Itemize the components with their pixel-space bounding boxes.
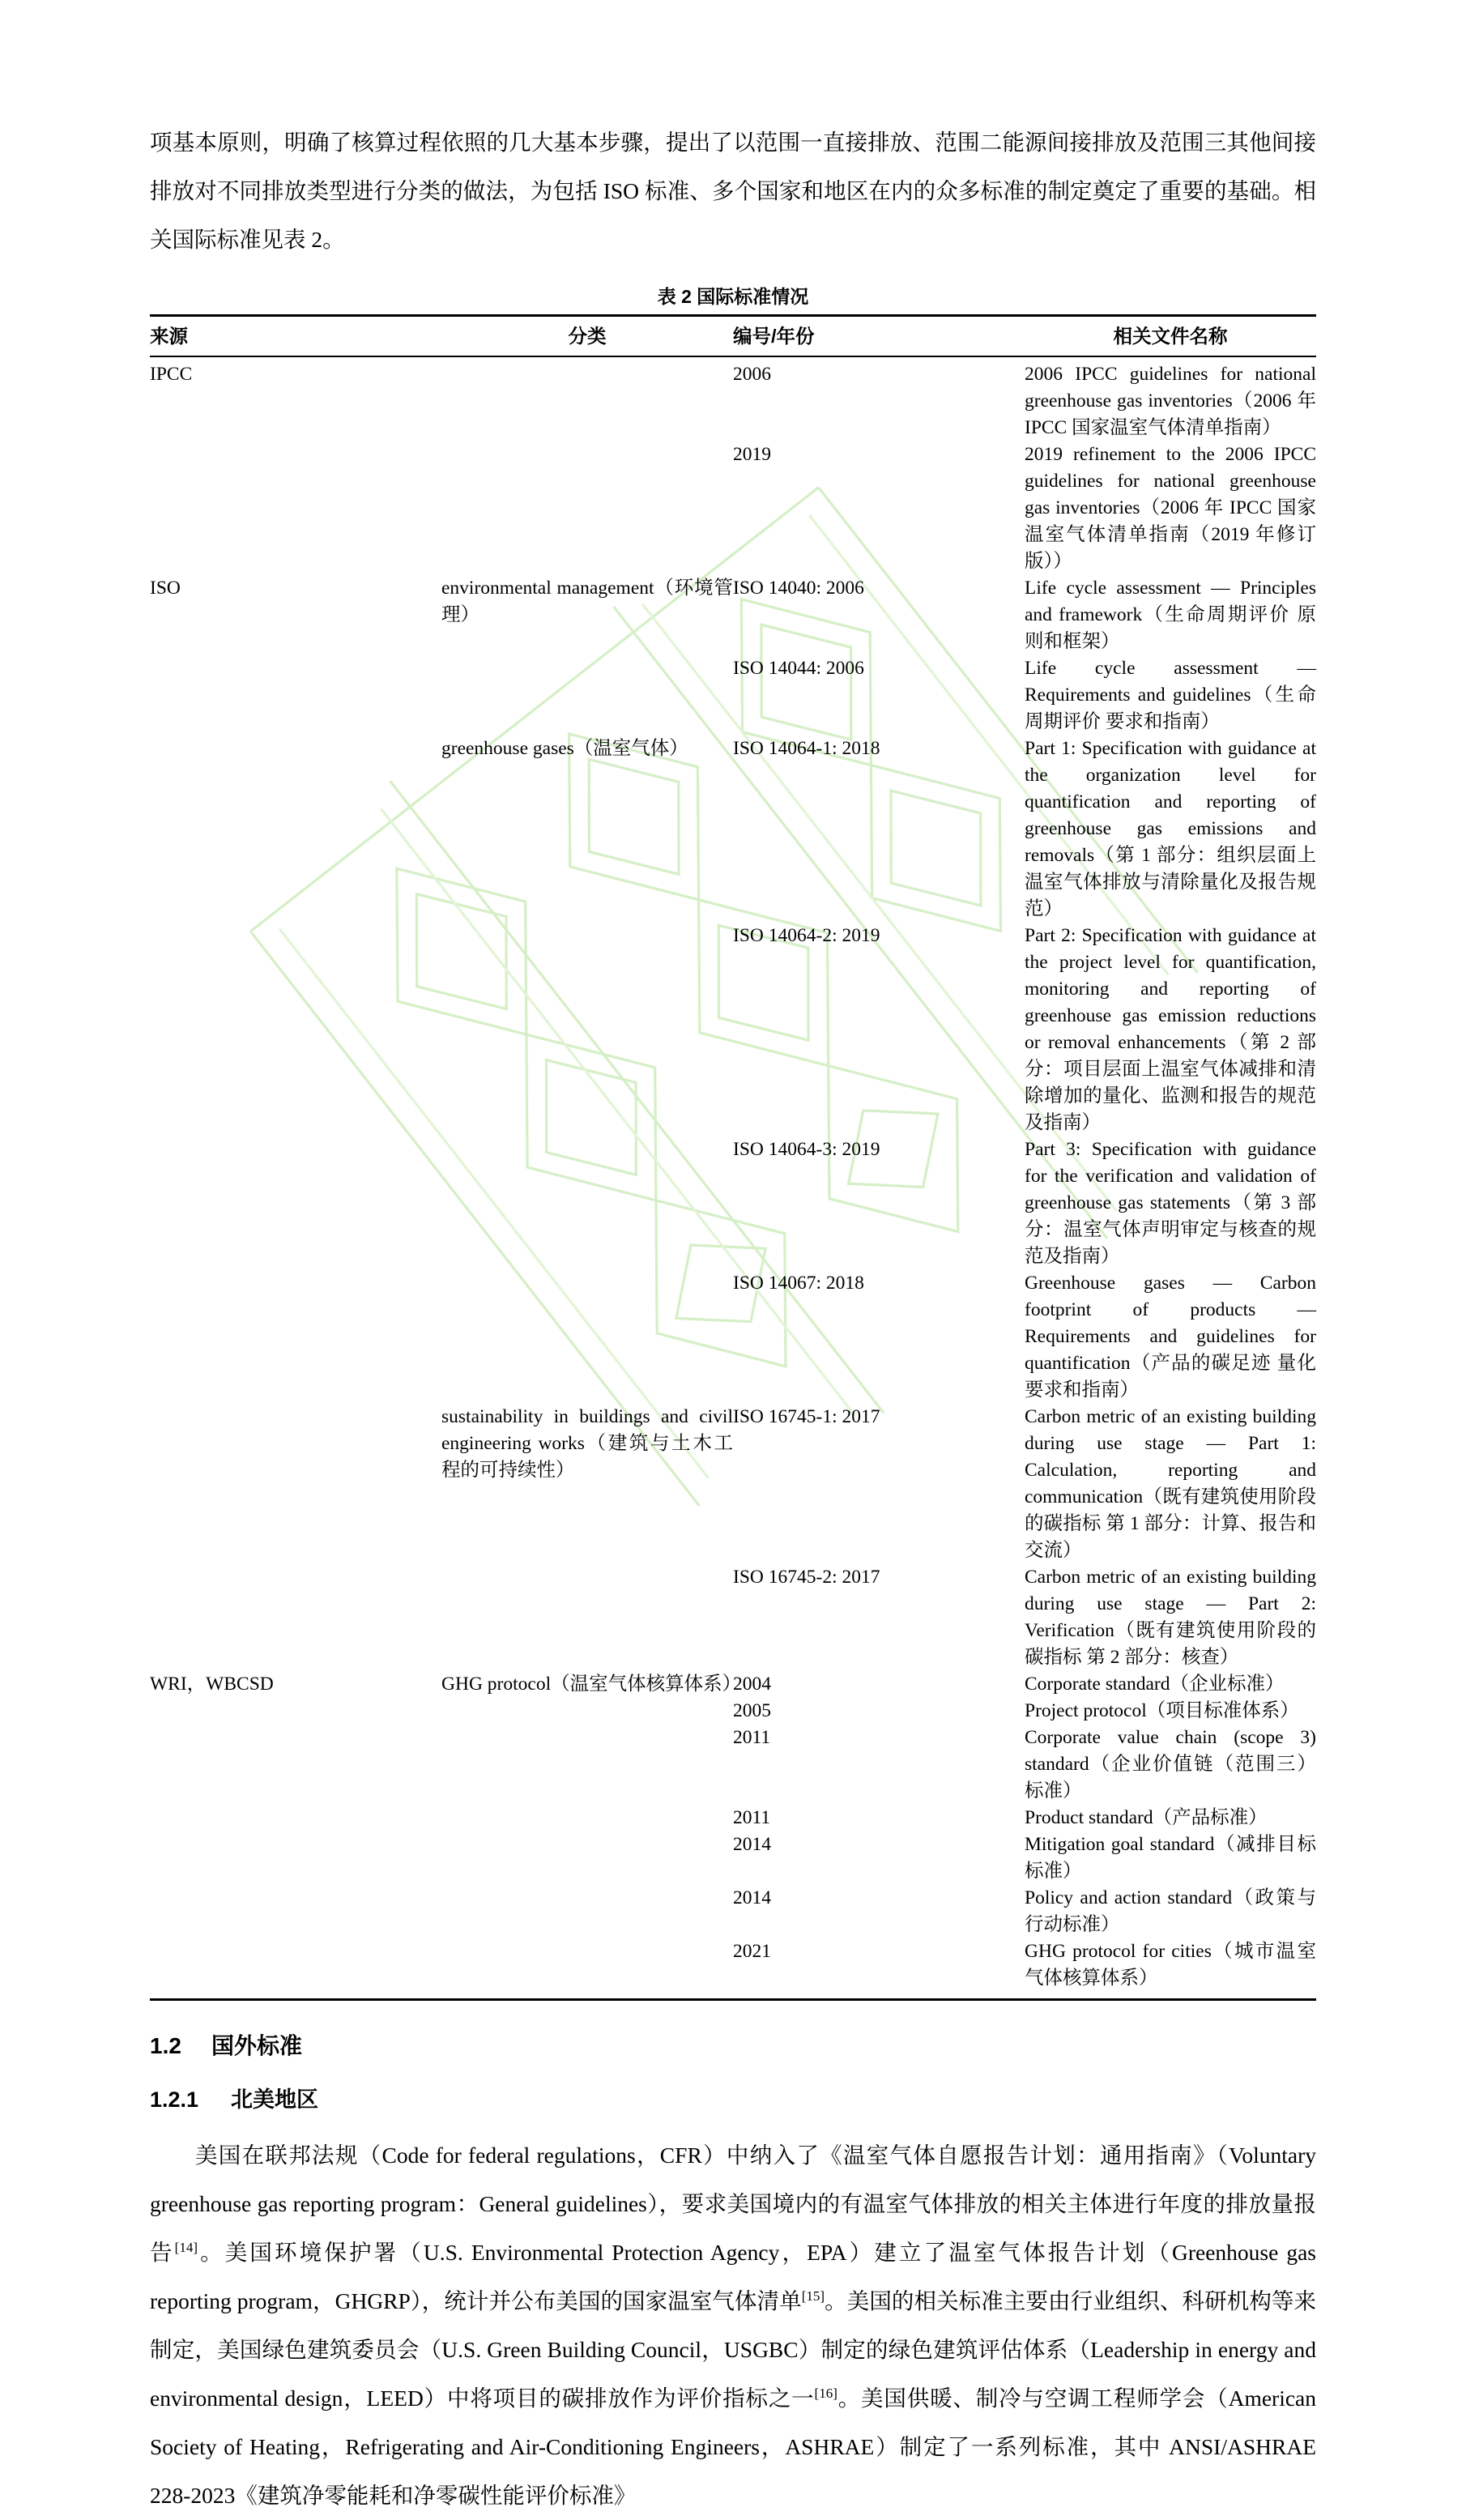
cell-category — [441, 655, 733, 736]
post-table-spacer — [150, 2001, 1316, 2028]
table-row — [150, 1725, 1316, 1805]
cell-category — [441, 1698, 733, 1725]
cell-source — [150, 1404, 441, 1564]
cell-docname: Policy and action standard（政策与行动标准） — [1025, 1887, 1316, 1935]
table-row — [150, 356, 1316, 441]
table-head — [150, 316, 1316, 357]
cell-number: ISO 14064-2: 2019 — [733, 925, 880, 946]
table-row — [150, 1136, 1316, 1270]
cell-category — [441, 1885, 733, 1938]
table-row — [150, 1831, 1316, 1885]
cell-category — [441, 1725, 733, 1805]
cell-source — [150, 923, 441, 1136]
cell-source — [150, 1725, 441, 1805]
table-row — [150, 1270, 1316, 1404]
cell-source — [150, 655, 441, 736]
cell-category — [441, 1938, 733, 1998]
cell-number: 2006 — [733, 364, 771, 385]
cell-source: ISO — [150, 578, 181, 599]
cell-category — [441, 441, 733, 575]
cell-number: 2011 — [733, 1807, 771, 1828]
heading-number: 1.2.1 — [150, 2087, 199, 2112]
body-text-part-3: 。美国的相关标准主要由行业组织、科研机构等来制定，美国绿色建筑委员会（U.S. Green Building Council，USGBC）制定的绿色建筑评估体系（Leadership in energy and environmental design，LEED）中将项目的碳排放作为评价指标之一 — [150, 2288, 1316, 2411]
cell-docname: Part 1: Specification with guidance at the organization level for quantification and reporting of greenhouse gas emissions and removals（第 1 部分：组织层面上温室气体排放与清除量化及报告规范） — [1025, 738, 1316, 919]
cell-docname: Mitigation goal standard（减排目标标准） — [1025, 1834, 1316, 1882]
heading-title: 国外标准 — [211, 2033, 303, 2058]
heading-number: 1.2 — [150, 2033, 181, 2058]
heading-gap-2 — [150, 2113, 1316, 2131]
cell-category: GHG protocol（温室气体核算体系） — [441, 1674, 742, 1695]
cell-docname: Corporate standard（企业标准） — [1025, 1674, 1285, 1695]
column-header-category: 分类 — [441, 316, 733, 357]
cell-docname: Part 2: Specification with guidance at the project level for quantification, monitoring and reporting of greenhouse gas emission reductions or removal enhancements（第 2 部分：项目层面上温室气体减排和清除增加的量化、监测和报告的规范及指南） — [1025, 925, 1316, 1133]
cell-category — [441, 1270, 733, 1404]
cell-category: greenhouse gases（温室气体） — [441, 738, 688, 759]
cell-category: sustainability in buildings and civil engineering works（建筑与土木工程的可持续性） — [441, 1406, 733, 1481]
table-row — [150, 736, 1316, 923]
citation-15: [15] — [801, 2288, 825, 2304]
cell-source — [150, 1270, 441, 1404]
cell-number: ISO 14064-1: 2018 — [733, 738, 880, 759]
cell-source — [150, 1564, 441, 1671]
cell-category — [441, 356, 733, 441]
table-row — [150, 1885, 1316, 1938]
cell-docname: Corporate value chain (scope 3) standard（企业价值链（范围三）标准） — [1025, 1727, 1316, 1802]
cell-number: 2021 — [733, 1941, 771, 1962]
pre-caption-spacer — [150, 264, 1316, 282]
cell-number: ISO 14064-3: 2019 — [733, 1139, 880, 1160]
cell-docname: Carbon metric of an existing building during use stage — Part 1: Calculation, reporting and communication（既有建筑使用阶段的碳指标 第 1 部分：计算、报告和交流） — [1025, 1406, 1316, 1561]
table-row — [150, 923, 1316, 1136]
cell-category — [441, 1805, 733, 1831]
cell-number: ISO 16745-2: 2017 — [733, 1567, 880, 1588]
cell-number: 2019 — [733, 444, 771, 465]
cell-category: environmental management（环境管理） — [441, 578, 733, 625]
cell-number: 2011 — [733, 1727, 771, 1748]
international-standards-table — [150, 314, 1316, 1998]
top-spacer-2 — [150, 32, 1316, 65]
cell-source — [150, 441, 441, 575]
cell-source — [150, 1831, 441, 1885]
cell-category — [441, 923, 733, 1136]
table-row — [150, 1805, 1316, 1831]
table-row — [150, 1404, 1316, 1564]
cell-category — [441, 1831, 733, 1885]
body-text-part-2: 。美国环境保护署（U.S. Environmental Protection Agency，EPA）建立了温室气体报告计划（Greenhouse gas reporting program，GHGRP），统计并公布美国的国家温室气体清单 — [150, 2240, 1317, 2313]
body-text-part-4: 。美国供暖、制冷与空调工程师学会（American Society of Heating，Refrigerating and Air-Conditioning Engineers，ASHRAE）制定了一系列标准，其中 ANSI/ASHRAE 228-2023《建筑净零能耗和净零碳性能评价标准》 — [150, 2386, 1316, 2508]
table-row — [150, 655, 1316, 736]
table-body — [150, 356, 1316, 1998]
table-row — [150, 1671, 1316, 1698]
top-spacer — [150, 0, 1316, 32]
cell-source — [150, 1698, 441, 1725]
cell-docname: Project protocol（项目标准体系） — [1025, 1700, 1299, 1721]
body-text-part-1: 美国在联邦法规（Code for federal regulations，CFR）中纳入了《温室气体自愿报告计划：通用指南》（Voluntary greenhouse gas reporting program：General guidelines），要求美国境内的有温室气体排放的相关主体进行年度的排放量报告 — [150, 2143, 1316, 2265]
column-header-docname: 相关文件名称 — [1025, 316, 1316, 357]
cell-docname: Carbon metric of an existing building during use stage — Part 2: Verification（既有建筑使用阶段的碳指标 第 2 部分：核查） — [1025, 1567, 1316, 1668]
column-header-source: 来源 — [150, 316, 441, 357]
cell-docname: GHG protocol for cities（城市温室气体核算体系） — [1025, 1941, 1316, 1989]
citation-16: [16] — [814, 2385, 837, 2401]
cell-docname: Product standard（产品标准） — [1025, 1807, 1268, 1828]
cell-source — [150, 1938, 441, 1998]
table-header-row — [150, 316, 1316, 357]
cell-number: 2005 — [733, 1700, 771, 1721]
cell-number: 2014 — [733, 1887, 771, 1908]
cell-docname: 2019 refinement to the 2006 IPCC guidelines for national greenhouse gas inventories（2006 年 IPCC 国家温室气体清单指南（2019 年修订版）） — [1025, 444, 1316, 572]
cell-source — [150, 1805, 441, 1831]
intro-paragraph: 项基本原则，明确了核算过程依照的几大基本步骤，提出了以范围一直接排放、范围二能源间接排放及范围三其他间接排放对不同排放类型进行分类的做法，为包括 ISO 标准、多个国家和地区在内的众多标准的制定奠定了重要的基础。相关国际标准见表 2。 — [150, 130, 1316, 252]
table-row — [150, 1698, 1316, 1725]
page-content — [150, 0, 1316, 2520]
cell-docname: Life cycle assessment — Principles and framework（生命周期评价 原则和框架） — [1025, 578, 1316, 652]
table-row — [150, 1564, 1316, 1671]
column-header-number: 编号/年份 — [733, 316, 1025, 357]
cell-category — [441, 1564, 733, 1671]
table-row — [150, 575, 1316, 655]
cell-number: ISO 14044: 2006 — [733, 658, 864, 679]
table-caption: 表 2 国际标准情况 — [657, 286, 809, 307]
citation-14: [14] — [174, 2239, 198, 2255]
cell-docname: 2006 IPCC guidelines for national greenhouse gas inventories（2006 年 IPCC 国家温室气体清单指南） — [1025, 364, 1316, 438]
cell-source — [150, 1885, 441, 1938]
heading-section-1-2 — [150, 2028, 1316, 2061]
table-row — [150, 1938, 1316, 1998]
cell-source — [150, 736, 441, 923]
cell-number: ISO 16745-1: 2017 — [733, 1406, 880, 1427]
heading-section-1-2-1 — [150, 2082, 1316, 2113]
cell-category — [441, 1136, 733, 1270]
heading-gap-1 — [150, 2061, 1316, 2082]
top-spacer-3 — [150, 65, 1316, 118]
cell-source: IPCC — [150, 364, 193, 385]
cell-docname: Greenhouse gases — Carbon footprint of products — Requirements and guidelines for quantification（产品的碳足迹 量化要求和指南） — [1025, 1273, 1316, 1401]
table-row — [150, 441, 1316, 575]
cell-source — [150, 1136, 441, 1270]
cell-number: ISO 14067: 2018 — [733, 1273, 864, 1294]
cell-number: 2004 — [733, 1674, 771, 1695]
cell-source: WRI，WBCSD — [150, 1674, 274, 1695]
body-paragraph-north-america — [150, 2131, 1316, 2520]
cell-docname: Life cycle assessment — Requirements and guidelines（生命周期评价 要求和指南） — [1025, 658, 1316, 732]
cell-number: ISO 14040: 2006 — [733, 578, 864, 599]
cell-number: 2014 — [733, 1834, 771, 1855]
heading-title: 北美地区 — [231, 2087, 318, 2112]
cell-docname: Part 3: Specification with guidance for the verification and validation of greenhouse gas statements（第 3 部分：温室气体声明审定与核查的规范及指南） — [1025, 1139, 1316, 1267]
